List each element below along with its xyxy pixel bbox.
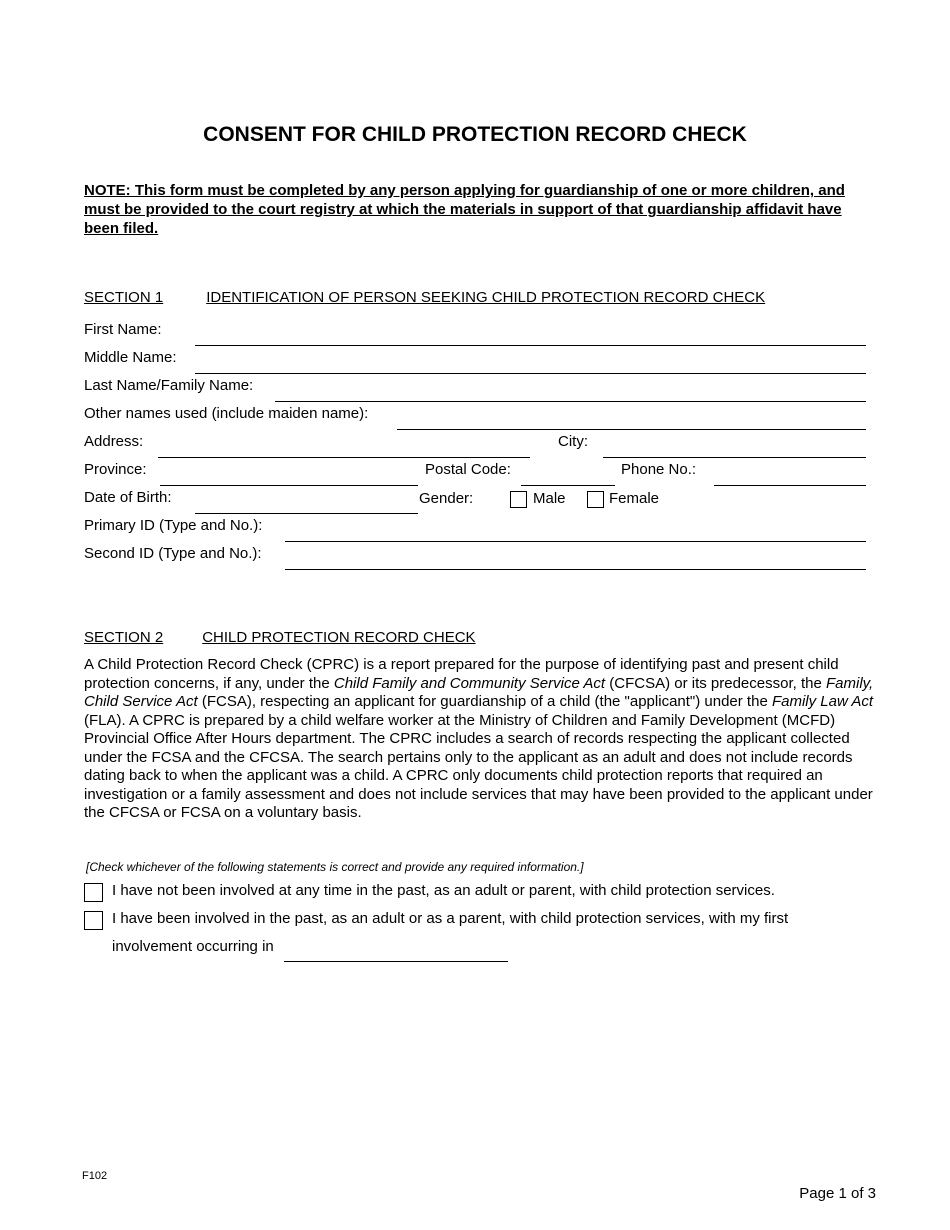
cprc-text-1: A Child Protection Record Check (CPRC) is a report prepared for the purpose of identifying past and present child protection concerns, if any, under the [84,656,839,692]
province-label: Province: [84,461,147,478]
last-name-label: Last Name/Family Name: [84,377,254,394]
address-label: Address: [84,433,144,450]
involved-statement: I have been involved in the past, as an adult or as a parent, with child protection services, with my first [112,910,789,927]
page-number: Page 1 of 3 [799,1185,876,1202]
form-code: F102 [82,1170,108,1182]
middle-name-label: Middle Name: [84,349,177,366]
form-note: NOTE: This form must be completed by any person applying for guardianship of one or more children, and must be provided to the court registry at which the materials in support of that guardianship affidavit have been filed. [84,182,845,237]
other-names-label: Other names used (include maiden name): [84,405,369,422]
city-label: City: [558,433,588,450]
section2-title: CHILD PROTECTION RECORD CHECK [202,629,476,646]
not-involved-checkbox[interactable] [84,883,103,902]
cprc-text-4: (FLA). A CPRC is prepared by a child welfare worker at the Ministry of Children and Family Development (MCFD) Provincial Office After Hours department. The CPRC includes a search of records respecting the applicant collected under the FCSA and the CFCSA. The search pertains only to the applicant as an adult and does not include records dating back to when the applicant was a child. A CPRC only documents child protection reports that required an investigation or a family assessment and does not include services that may have been provided to the applicant under the CFCSA or FCSA on a voluntary basis. [84,711,873,821]
involved-checkbox[interactable] [84,911,103,930]
section2-number: SECTION 2 [84,629,164,646]
dob-field[interactable] [195,513,418,514]
involvement-date-label: involvement occurring in [112,938,274,955]
dob-label: Date of Birth: [84,489,172,506]
cprc-text-3: (FCSA), respecting an applicant for guardianship of a child (the "applicant") under the [197,693,772,710]
second-id-field[interactable] [285,569,866,570]
female-label: Female [609,490,660,507]
male-checkbox[interactable] [510,491,527,508]
address-field[interactable] [158,457,530,458]
cprc-text-2: (CFCSA) or its predecessor, the [605,674,826,692]
fcsa-act-name: Family, Child Service Act [84,674,874,710]
first-name-label: First Name: [84,321,162,338]
last-name-field[interactable] [275,401,866,402]
primary-id-label: Primary ID (Type and No.): [84,517,263,534]
second-id-label: Second ID (Type and No.): [84,545,262,562]
city-field[interactable] [603,457,866,458]
cfcsa-act-name: Child Family and Community Service Act [333,674,606,692]
male-label: Male [533,490,566,507]
primary-id-field[interactable] [285,541,866,542]
phone-label: Phone No.: [621,461,697,478]
middle-name-field[interactable] [195,373,866,374]
province-field[interactable] [160,485,418,486]
check-instruction: [Check whichever of the following statements is correct and provide any required information.] [86,860,584,874]
not-involved-statement: I have not been involved at any time in the past, as an adult or parent, with child protection services. [112,882,775,899]
page-title: CONSENT FOR CHILD PROTECTION RECORD CHECK [203,123,747,146]
section1-number: SECTION 1 [84,289,164,306]
female-checkbox[interactable] [587,491,604,508]
cprc-description [84,656,874,823]
postal-code-label: Postal Code: [425,461,511,478]
section1-heading [84,289,765,306]
fla-act-name: Family Law Act [771,693,874,710]
section1-title: IDENTIFICATION OF PERSON SEEKING CHILD PROTECTION RECORD CHECK [206,289,766,306]
other-names-field[interactable] [397,429,866,430]
involvement-date-field[interactable] [284,961,508,962]
postal-code-field[interactable] [521,485,615,486]
section2-heading [84,629,476,646]
phone-field[interactable] [714,485,866,486]
gender-label: Gender: [419,490,474,507]
first-name-field[interactable] [195,345,866,346]
